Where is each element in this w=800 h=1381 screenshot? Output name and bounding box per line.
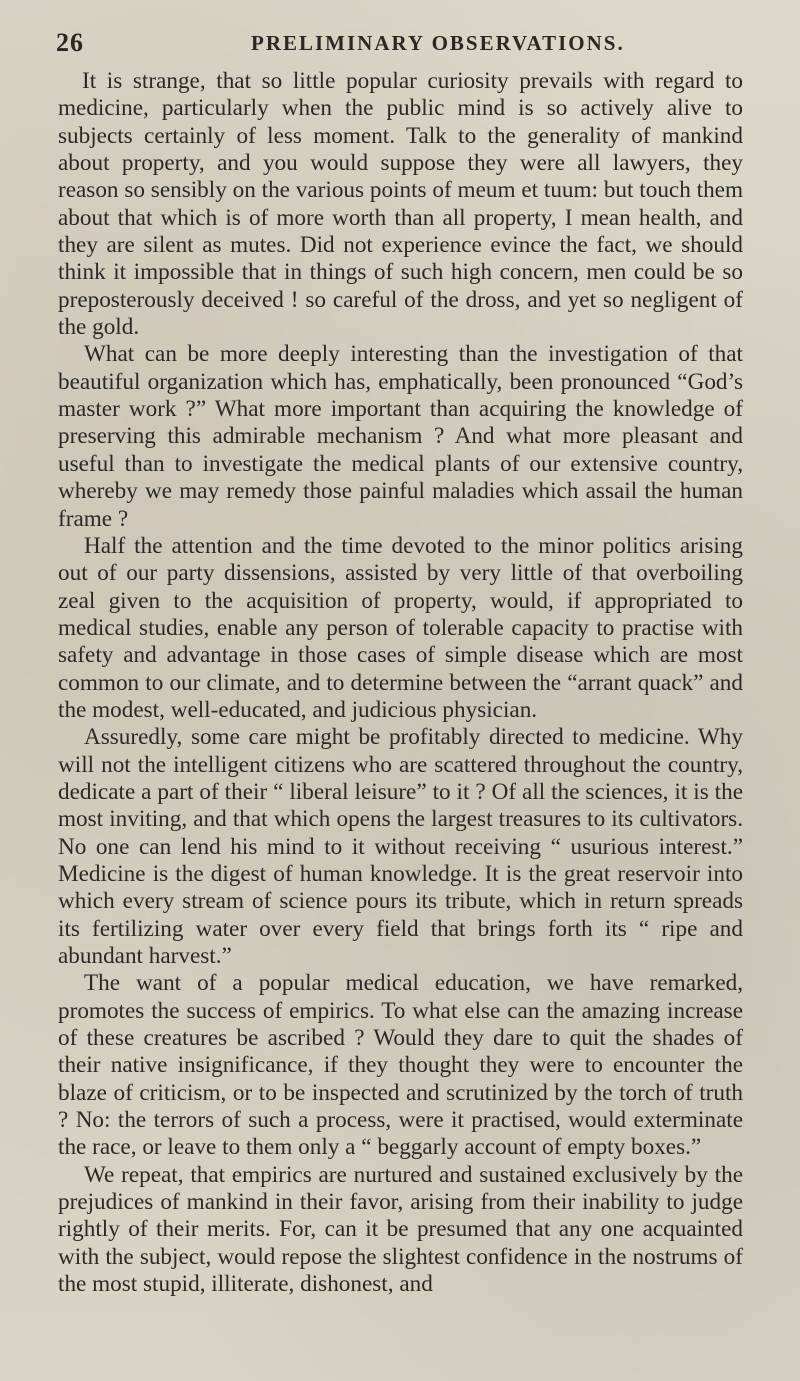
page-number: 26 xyxy=(56,28,84,57)
paragraph: We repeat, that empirics are nurtured and sustained exclusively by the prejudices of mankind in their favor, arising from their inability to judge rightly of their merits. For, can it be presumed that any one acquainted with the subject, would repose the slightest confidence in the nostrums of the most stupid, illiterate, dishonest, and xyxy=(58,1161,743,1298)
paragraph: It is strange, that so little popular curiosity prevails with regard to medicine, particularly when the public mind is so actively alive to subjects certainly of less moment. Talk to the generality of mankind about property, and you would suppose they were all lawyers, they reason so sensibly on the various points of meum et tuum: but touch them about that which is of more worth than all property, I mean health, and they are silent as mutes. Did not experience evince the fact, we should think it impossible that in things of such high concern, men could be so preposterously deceived ! so careful of the dross, and yet so negligent of the gold. xyxy=(58,68,743,341)
paragraph: The want of a popular medical education, we have remarked, promotes the success of empirics. To what else can the amazing increase of these creatures be ascribed ? Would they dare to quit the shades of their native insignificance, if they thought they were to encounter the blaze of criticism, or to be inspected and scrutinized by the torch of truth ? No: the terrors of such a process, were it practised, would exterminate the race, or leave to them only a “ beggarly account of empty boxes.” xyxy=(58,970,743,1161)
body-text xyxy=(58,68,743,1298)
paragraph: Assuredly, some care might be profitably directed to medicine. Why will not the intelligent citizens who are scattered throughout the country, dedicate a part of their “ liberal leisure” to it ? Of all the sciences, it is the most inviting, and that which opens the largest treasures to its cultivators. No one can lend his mind to it without receiving “ usurious interest.” Medicine is the digest of human knowledge. It is the great reservoir into which every stream of science pours its tribute, which in return spreads its fertilizing water over every field that brings forth its “ ripe and abundant harvest.” xyxy=(58,724,743,969)
page-header xyxy=(56,28,740,58)
running-head: PRELIMINARY OBSERVATIONS. xyxy=(251,31,625,55)
paragraph: What can be more deeply interesting than the investigation of that beautiful organization which has, emphatically, been pronounced “God’s master work ?” What more important than acquiring the knowledge of preserving this admirable mechanism ? And what more pleasant and useful than to investigate the medical plants of our extensive country, whereby we may remedy those painful maladies which assail the human frame ? xyxy=(58,341,743,532)
paragraph: Half the attention and the time devoted to the minor politics arising out of our party dissensions, assisted by very little of that overboiling zeal given to the acquisition of property, would, if appropriated to medical studies, enable any person of tolerable capacity to practise with safety and advantage in those cases of simple disease which are most common to our climate, and to determine between the “arrant quack” and the modest, well-educated, and judicious physician. xyxy=(58,532,743,723)
